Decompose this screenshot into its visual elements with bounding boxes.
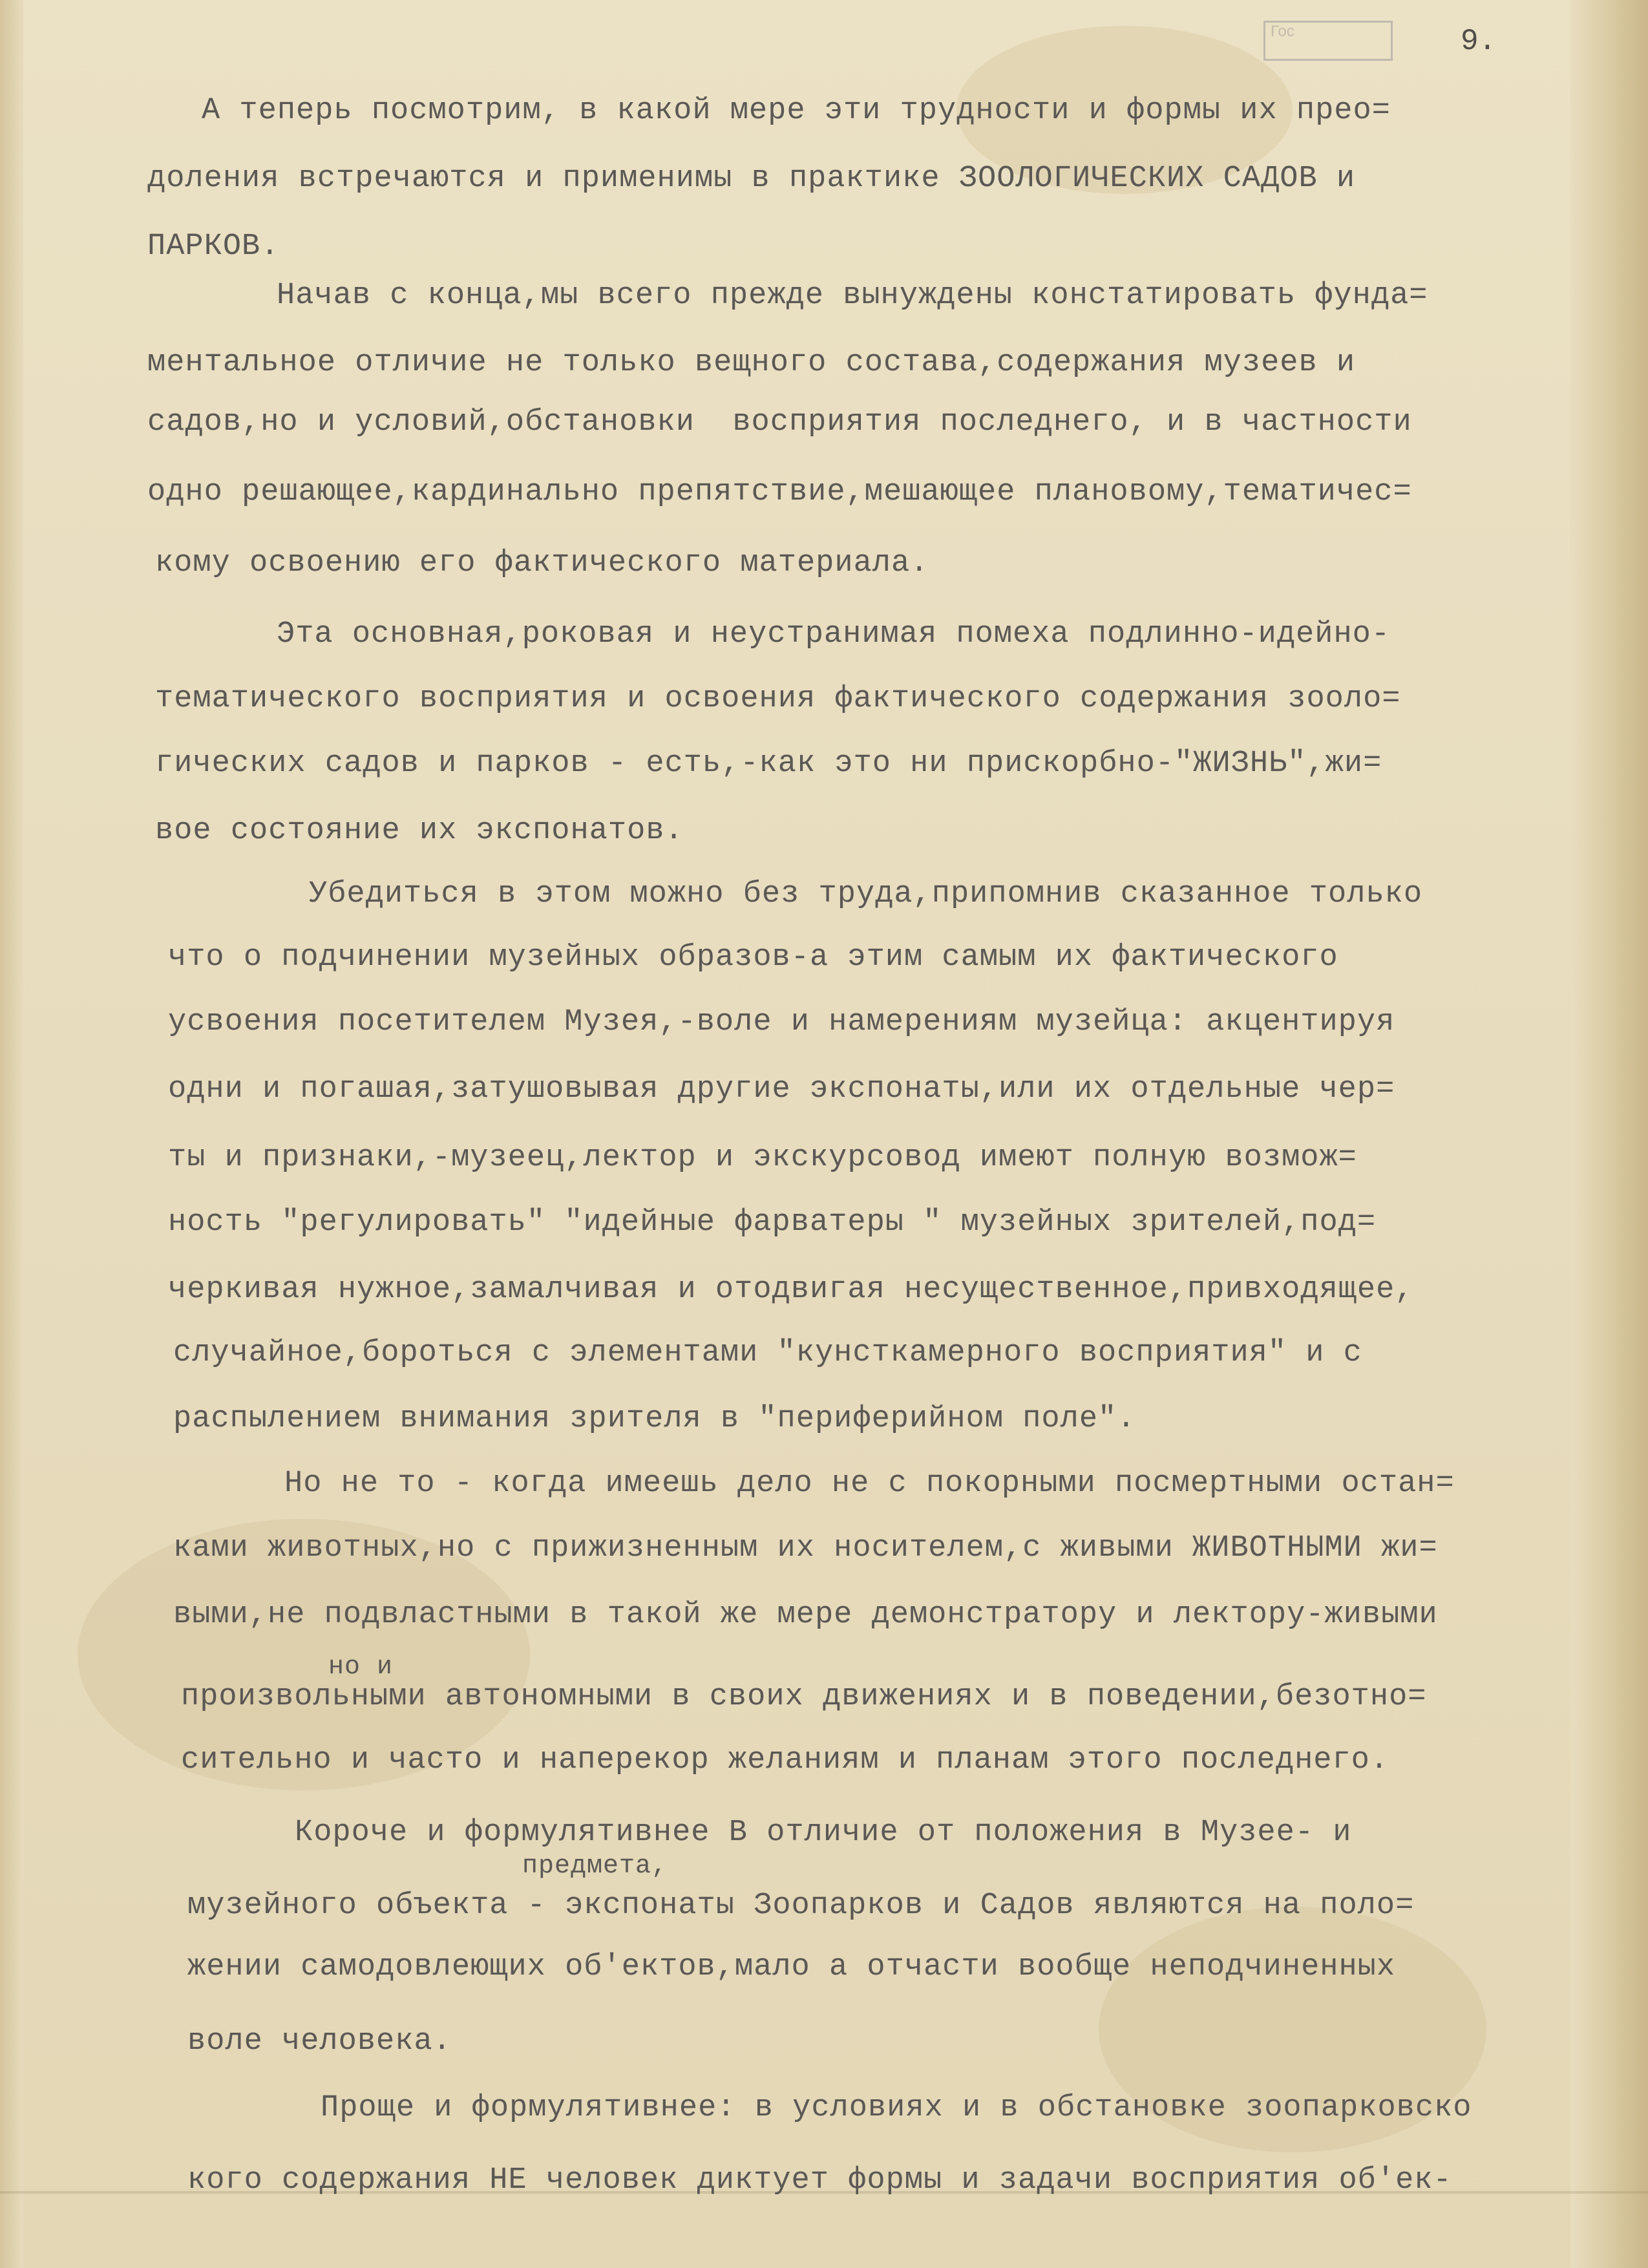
text-line: что о подчинении музейных образов-а этим самым их фактического (168, 940, 1338, 975)
text-line-insertion: предмета, (522, 1852, 668, 1881)
text-line: сительно и часто и наперекор желаниям и планам этого последнего. (181, 1743, 1389, 1777)
text-line: произвольными автономными в своих движениях и в поведении,безотно= (181, 1680, 1427, 1714)
text-line: гических садов и парков - есть,-как это ни прискорбно-"ЖИЗНЬ",жи= (155, 747, 1382, 781)
text-line: музейного объекта - экспонаты Зоопарков и Садов являются на поло= (187, 1889, 1415, 1923)
text-line: усвоения посетителем Музея,-воле и намерениям музейца: акцентируя (168, 1005, 1395, 1039)
text-line: Но не то - когда имеешь дело не с покорными посмертными остан= (284, 1467, 1455, 1501)
text-line: одни и погашая,затушовывая другие экспонаты,или их отдельные чер= (168, 1072, 1395, 1107)
text-line: ками животных,но с прижизненным их носителем,с живыми ЖИВОТНЫМИ жи= (173, 1531, 1438, 1565)
text-line: ментальное отличие не только вещного состава,содержания музеев и (147, 346, 1356, 380)
archive-stamp: Гос (1263, 21, 1393, 61)
text-line-insertion: но и (328, 1653, 394, 1682)
text-line: Проще и формулятивнее: в условиях и в обстановке зоопарковско (321, 2091, 1472, 2125)
text-line: ты и признаки,-музеец,лектор и экскурсовод имеют полную возмож= (168, 1141, 1357, 1175)
text-line: распылением внимания зрителя в "периферийном поле". (173, 1402, 1136, 1436)
text-line: кого содержания НЕ человек диктует формы и задачи восприятия об'ек- (187, 2163, 1452, 2198)
text-line: Начав с конца,мы всего прежде вынуждены констатировать фунда= (277, 279, 1428, 313)
text-line: Убедиться в этом можно без труда,припомнив сказанное только (309, 877, 1423, 911)
text-line: А теперь посмотрим, в какой мере эти трудности и формы их прео= (202, 94, 1391, 128)
text-line: тематического восприятия и освоения фактического содержания зооло= (155, 682, 1401, 716)
text-line: выми,не подвластными в такой же мере демонстратору и лектору-живыми (173, 1598, 1438, 1632)
text-line: садов,но и условий,обстановки восприятия последнего, и в частности (147, 405, 1412, 440)
text-line: ПАРКОВ. (147, 229, 280, 264)
text-line: одно решающее,кардинально препятствие,мешающее плановому,тематичес= (147, 475, 1412, 509)
text-line: ность "регулировать" "идейные фарватеры " музейных зрителей,под= (168, 1205, 1377, 1240)
text-line: воле человека. (187, 2024, 452, 2059)
text-line: кому освоению его фактического материала. (155, 546, 929, 580)
text-line: черкивая нужное,замалчивая и отодвигая несущественное,привходящее, (168, 1273, 1414, 1307)
text-line: Короче и формулятивнее В отличие от положения в Музее- и (295, 1816, 1352, 1850)
text-line: вое состояние их экспонатов. (155, 814, 684, 848)
text-line: жении самодовлеющих об'ектов,мало а отчасти вообще неподчиненных (187, 1950, 1396, 1984)
text-line: доления встречаются и применимы в практике ЗООЛОГИЧЕСКИХ САДОВ и (147, 162, 1356, 196)
text-line: Эта основная,роковая и неустранимая помеха подлинно-идейно- (277, 617, 1391, 652)
page-number: 9. (1461, 25, 1497, 58)
text-line: случайное,бороться с элементами "кунсткамерного восприятия" и с (173, 1336, 1362, 1370)
